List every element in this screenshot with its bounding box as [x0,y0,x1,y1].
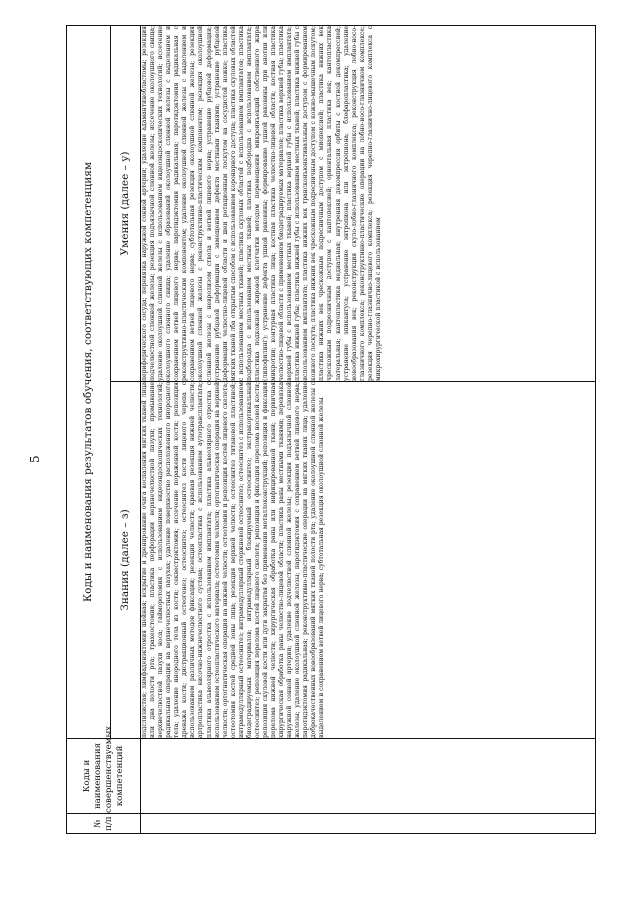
knowledge-cell [141,382,596,739]
header-number: № п/п [67,814,141,834]
header-learning-results: Коды и наименования результатов обучения, соответствующих компетенциям [67,25,111,738]
competency-table [66,25,596,834]
header-knowledge: Знания (далее – з) [111,382,141,739]
skills-text: периферического сосуда; перевязка наружной сонной артерии; удаление адамантинобластомы; резекция подчелюстной слюнной железы; резекция подъязычной слюнной железы; иссечение околоушного свища; удаление околоушной слюнной железы с использованием видеоэндоскопических технологий; иссечение околоушного слюнного свища; удаление образований околоушной слюнной железы с выделением и сохранением ветвей лицевого нерва; паротидэктомия радикальная; паротидэктомия радикальная с реконструктивно-пластическим компонентом; удаление околоушной слюнной железы с выделением и сохранением ветвей лицевого нерва; субтотальная резекция околоушной слюнной железы; резекция околоушной слюнной железы с реконструктивно-пластическим компонентом; резекция околоушной слюнной железы с невролизом ствола и ветвей лицевого нерва; устранение рубцовой деформации; устранение рубцовой деформации с замещением дефекта местными тканями; устранение рубцовой деформации челюстно-лицевой области и шеи ротационным лоскутом на сосудистой ножке; пластика мягких тканей лба открытым способом с использованием коронарного доступа; пластика скуловых областей с использованием местных тканей; пластика скуловых областей с использованием имплантатов; пластика подбородка с использованием местных тканей; пластика подбородка с использованием имплантата; пластика подкожной жировой клетчатки методом перемещения микроинъекций собственного жира (липофилинг); устранение дефекта ушной раковины; формирование ушной раковины при анотии или микротии; контурная пластика лица; костная пластика челюстно-лицевой области; костная пластика челюстно-лицевой области с применением биодеградируемых материалов; пластика верхней губы; пластика верхней губы с использованием местных тканей; пластика верхней губы с использованием имплантата; пластика нижней губы; пластика нижней губы с использованием местных тканей; пластика нижней губы с использованием имплантата; пластика нижних век трансконъюнктивальным доступом с формированием кожного лоскута; пластика нижних век чрескожным подресничным доступом с кожно-мышечным лоскутом; пластика нижних век чрескожным подресничным доступом с миопексией; пластика нижних век чрескожным подресничным доступом с каптопексией; ориентальная пластика век; кантопластика латеральная; кантопластика медиальная; внутренняя декомпрессия орбиты с костной декомпрессией; устранение эпикантуса; устранение энтропиона или эктропиона; блефаропластика; удаление новообразования век; реконструкция скуло-лобно-глазничного комплекса; реконструкция лобно-носо-глазничного комплекса; реконструктивно-пластические операции на лобно-носо-глазничном комплексе; резекция черепно-глазнично-лицевого комплекса; резекция черепно-глазнично-лицевого комплекса с микрохирургической пластикой с использованием [141,25,382,381]
row-codes-cell [141,739,596,814]
table-row [141,25,596,833]
row-number-cell [141,814,596,834]
header-competency-codes: Коды и наименования совершенствуемых компетенций [67,739,141,814]
page-number: 5 [28,455,42,463]
knowledge-text: подслизистая; лимфаденэктомия шейная; вскрытие и дренирование очага воспаления мягких тканей лица или дна полости рта; трахеостомия; пластика перфорации верхнечелюстной пазухи; промывание верхнечелюстной пазухи носа; гайморотомия с использованием видеоэндоскопических технологий; радикальная операция на верхнечелюстных пазухах; удаление поверхностно расположенного инородного тела; удаление инородного тела из кости; секвестрэктомия; иссечение пораженной кости; репозиция дренажа кости; дистракционный остеогенез; остеосинтез; остеосинтез кости лицевого черепа с использованием различных методов фиксации; резекция челюсти; краевая резекция нижней челюсти; артропластика височно-нижнечелюстного сустава; остеопластика с использованием аутотрансплантата; пластика альвеолярного отростка с использованием имплантата; пластика альвеолярного отростка с использованием остеопластического материала; остеотомия челюсти; ортогнатическая операция на верхней челюсти; ортогнатическая операция на нижней челюсти; остеотомия и репозиция костей лицевого скелета; остеотомия костей средней зоны лица; резекция верхней челюсти; остеосинтез титановой пластиной; интрамедуллярный остеосинтез; интрамедуллярный стержневой остеосинтез; остеосинтез с использованием биодеградируемых материалов; интрамедуллярный блокируемый остеосинтез; экстракортикальный остеосинтез; репозиция перелома костей лицевого скелета; репозиция и фиксация перелома носовой кости; репозиция скуловой кости или дуги закрытая без применения металлоконструкций; репозиция и фиксация перелома нижней челюсти; хирургическая обработка раны или инфицированной ткани; первичная хирургическая обработка раны челюстно-лицевой области; пластика раны местными тканями; перевязка наружной сонной артерии; удаление подчелюстной слюнной железы; резекция подъязычной слюнной железы; удаление околоушной слюнной железы; паротидэктомия с сохранением ветвей лицевого нерва; паротидэктомия радикальная; реконструктивно-пластические операции на мягких тканях лица; удаление доброкачественных новообразований мягких тканей полости рта; удаление околоушной слюнной железы с выделением и сохранением ветвей лицевого нерва; субтотальная резекция околоушной слюнной железы [141,382,326,738]
header-skills: Умения (далее – у) [111,25,141,381]
skills-cell [141,25,596,381]
